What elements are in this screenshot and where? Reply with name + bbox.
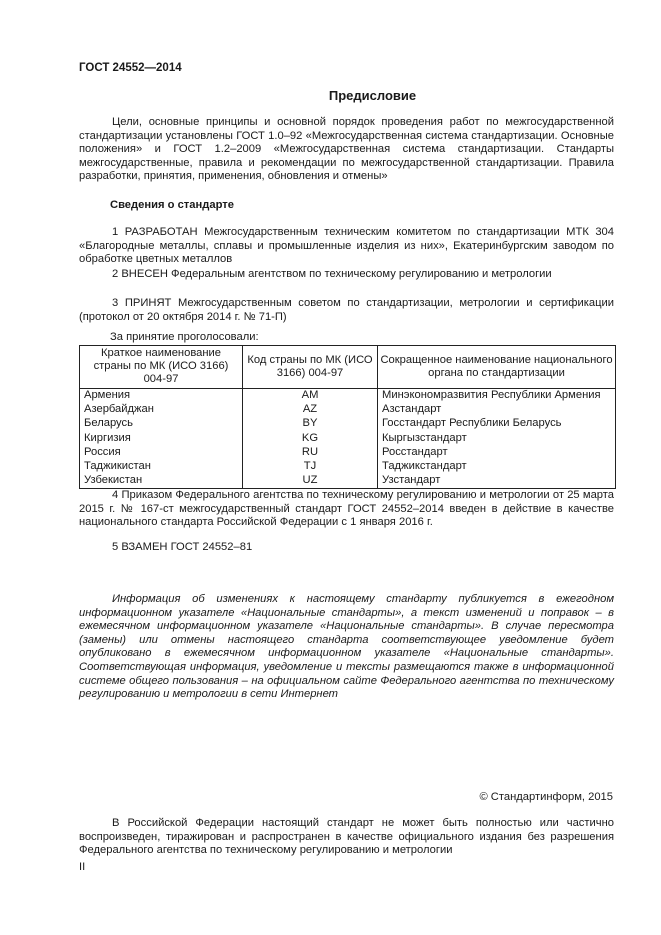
standards-body: Госстандарт Республики Беларусь <box>378 417 616 431</box>
table-row <box>80 445 616 459</box>
table-row <box>80 460 616 474</box>
item-introduced: 2 ВНЕСЕН Федеральным агентством по техническому регулированию и метрологии <box>112 268 552 280</box>
change-info-notice: Информация об изменениях к настоящему стандарту публикуется в ежегодном информационном указателе «Национальные стандарты», а текст изменений и поправок – в ежемесячном информационном указателе «Национальные стандарты». В случае пересмотра (замены) или отмены настоящего стандарта соответствующее уведомление будет опубликовано в ежемесячном информационном указателе «Национальные стандарты». Соответствующая информация, уведомление и тексты размещаются также в информационной системе общего пользования – на официальном сайте Федерального агентства по техническому регулированию и метрологии в сети Интернет <box>79 593 614 701</box>
vote-label: За принятие проголосовали: <box>110 331 259 343</box>
copyright-line: © Стандартинформ, 2015 <box>479 791 613 803</box>
country-name: Армения <box>80 388 243 403</box>
document-code: ГОСТ 24552—2014 <box>79 62 182 74</box>
header-country-code: Код страны по МК (ИСО 3166) 004-97 <box>243 346 378 389</box>
table-row <box>80 417 616 431</box>
table-row <box>80 403 616 417</box>
section-heading: Сведения о стандарте <box>110 199 234 211</box>
table-row <box>80 431 616 445</box>
country-name: Киргизия <box>80 431 243 445</box>
country-code: UZ <box>243 474 378 489</box>
standards-body: Кыргызстандарт <box>378 431 616 445</box>
table-header-row <box>80 346 616 389</box>
country-name: Беларусь <box>80 417 243 431</box>
table-row <box>80 474 616 489</box>
standards-body: Таджикстандарт <box>378 460 616 474</box>
country-name: Таджикистан <box>80 460 243 474</box>
country-name: Россия <box>80 445 243 459</box>
foreword-paragraph: Цели, основные принципы и основной порядок проведения работ по межгосударственной стандартизации установлены ГОСТ 1.0–92 «Межгосударственная система стандартизации. Основные положения» и ГОСТ 1.2–2009 «Межгосударственная система стандартизации. Стандарты межгосударственные, правила и рекомендации по межгосударственной стандартизации. Правила разработки, принятия, применения, обновления и отмены» <box>79 116 614 183</box>
item-enacted: 4 Приказом Федерального агентства по техническому регулированию и метрологии от 25 марта 2015 г. № 167-ст межгосударственный стандарт ГОСТ 24552–2014 введен в действие в качестве национального стандарта Российской Федерации с 1 января 2016 г. <box>79 489 614 529</box>
voting-countries-table <box>79 345 616 489</box>
standards-body: Росстандарт <box>378 445 616 459</box>
country-code: AM <box>243 388 378 403</box>
item-adopted: 3 ПРИНЯТ Межгосударственным советом по стандартизации, метрологии и сертификации (протокол от 20 октября 2014 г. № 71-П) <box>79 297 614 323</box>
standards-body: Минэкономразвития Республики Армения <box>378 388 616 403</box>
standards-body: Узстандарт <box>378 474 616 489</box>
country-name: Азербайджан <box>80 403 243 417</box>
header-country-name: Краткое наименование страны по МК (ИСО 3166) 004-97 <box>80 346 243 389</box>
item-developed: 1 РАЗРАБОТАН Межгосударственным техническим комитетом по стандартизации МТК 304 «Благородные металлы, сплавы и промышленные изделия из них», Екатеринбургским заводом по обработке цветных металлов <box>79 226 614 266</box>
header-standards-body: Сокращенное наименование национального органа по стандартизации <box>378 346 616 389</box>
item-replaces: 5 ВЗАМЕН ГОСТ 24552–81 <box>112 541 253 553</box>
page-title: Предисловие <box>328 88 417 103</box>
country-name: Узбекистан <box>80 474 243 489</box>
country-code: KG <box>243 431 378 445</box>
page-number: II <box>79 861 86 873</box>
rights-notice: В Российской Федерации настоящий стандарт не может быть полностью или частично воспроизведен, тиражирован и распространен в качестве официального издания без разрешения Федерального агентства по техническому регулированию и метрологии <box>79 817 614 857</box>
country-code: AZ <box>243 403 378 417</box>
country-code: RU <box>243 445 378 459</box>
standards-body: Азстандарт <box>378 403 616 417</box>
country-code: BY <box>243 417 378 431</box>
table-row <box>80 388 616 403</box>
country-code: TJ <box>243 460 378 474</box>
